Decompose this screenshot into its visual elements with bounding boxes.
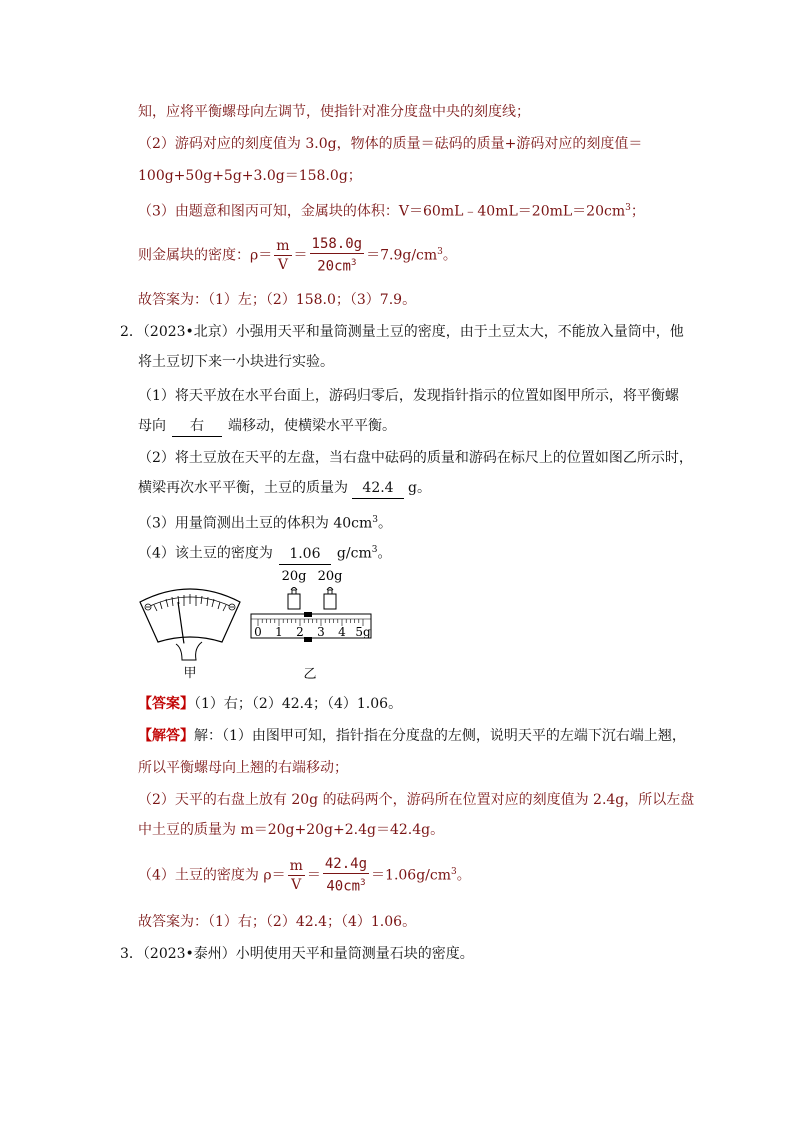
weight-label-1: 20g [281,569,307,584]
q2-stem-line-2: 将土豆切下来一小块进行实验。 [138,354,334,370]
q2-part2-line-1: （2）将土豆放在天平的左盘，当右盘中砝码的质量和游码在标尺上的位置如图乙所示时， [138,450,693,466]
scale-label: 3 [317,625,325,639]
q2-part2-line-2: 横梁再次水平平衡，土豆的质量为 42.4 g。 [138,478,431,499]
caption-yi: 乙 [303,667,317,682]
weight-2 [324,588,336,610]
dial-figure-jia [140,589,240,681]
q2-stem-line-1: 2．（2023•北京）小强用天平和量筒测量土豆的密度，由于土豆太大，不能放入量筒中，他 [120,324,684,340]
solution-line-2: 所以平衡螺母向上翘的右端移动； [138,760,348,776]
q1-solution-line-1: 知，应将平衡螺母向左调节，使指针对准分度盘中央的刻度线； [138,104,530,120]
answer-line: 【答案】（1）右；（2）42.4；（4）1.06。 [138,696,403,712]
q2-blank-3: 1.06 [279,544,331,565]
weight-1 [288,588,300,610]
q3-stem: 3．（2023•泰州）小明使用天平和量筒测量石块的密度。 [120,946,474,962]
scale-label: 2 [296,625,304,639]
q2-part1-line-1: （1）将天平放在水平台面上，游码归零后，发现指针指示的位置如图甲所示，将平衡螺 [138,388,679,404]
scale-figure-yi [251,569,371,682]
q2-part4: （4）该土豆的密度为 1.06 $g/cm^3$。 [138,540,391,565]
q2-blank-2: 42.4 [352,478,404,499]
scale-label: 4 [338,625,346,639]
q2-part1-line-2: 母向 右 端移动，使横梁水平平衡。 [138,416,396,437]
q1-final-answer: 故答案为：（1）左；（2）158.0；（3）7.9。 [138,292,417,308]
solution-line-4: 中土豆的质量为 m＝20g+20g+2.4g＝42.4g。 [138,822,445,838]
scale-label: 1 [275,625,283,639]
q1-solution-line-3: 100g+50g+5g+3.0g＝158.0g； [138,168,362,184]
rider-top [304,612,312,617]
rider-bottom [304,637,312,642]
solution-final-answer: 故答案为：（1）右；（2）42.4；（4）1.06。 [138,914,417,930]
q2-blank-1: 右 [172,416,222,437]
scale-ruler [251,614,371,638]
solution-line-1: 【解答】解：（1）由图甲可知，指针指在分度盘的左侧，说明天平的左端下沉右端上翘， [138,728,686,744]
solution-density-formula: （4）土豆的密度为 ρ＝ $\frac{m}{V}$ ＝ $\frac{42.4g}{40cm^3}$ $=1.06g/cm^3$。 [138,856,471,895]
q1-density-formula: 则金属块的密度：ρ＝ $\frac{m}{V}$ ＝ $\frac{158.0g}{20cm^3}$ $=7.9g/cm^3$。 [138,236,457,275]
q1-solution-line-2: （2）游码对应的刻度值为 3.0g，物体的质量＝砝码的质量+游码对应的刻度值＝ [138,136,643,152]
weight-label-2: 20g [317,569,343,584]
solution-line-3: （2）天平的右盘上放有 20g 的砝码两个，游码所在位置对应的刻度值为 2.4g，所以左盘 [138,792,695,808]
q2-part3: （3）用量筒测出土豆的体积为 $40cm^3$。 [138,515,393,532]
balance-figure [130,562,390,690]
q1-solution-line-4: （3）由题意和图丙可知，金属块的体积：$V=60mL﹣40mL=20mL=20cm^3$； [138,203,645,220]
caption-jia: 甲 [183,666,197,681]
scale-label: 5g [355,625,371,639]
scale-label: 0 [254,625,262,639]
